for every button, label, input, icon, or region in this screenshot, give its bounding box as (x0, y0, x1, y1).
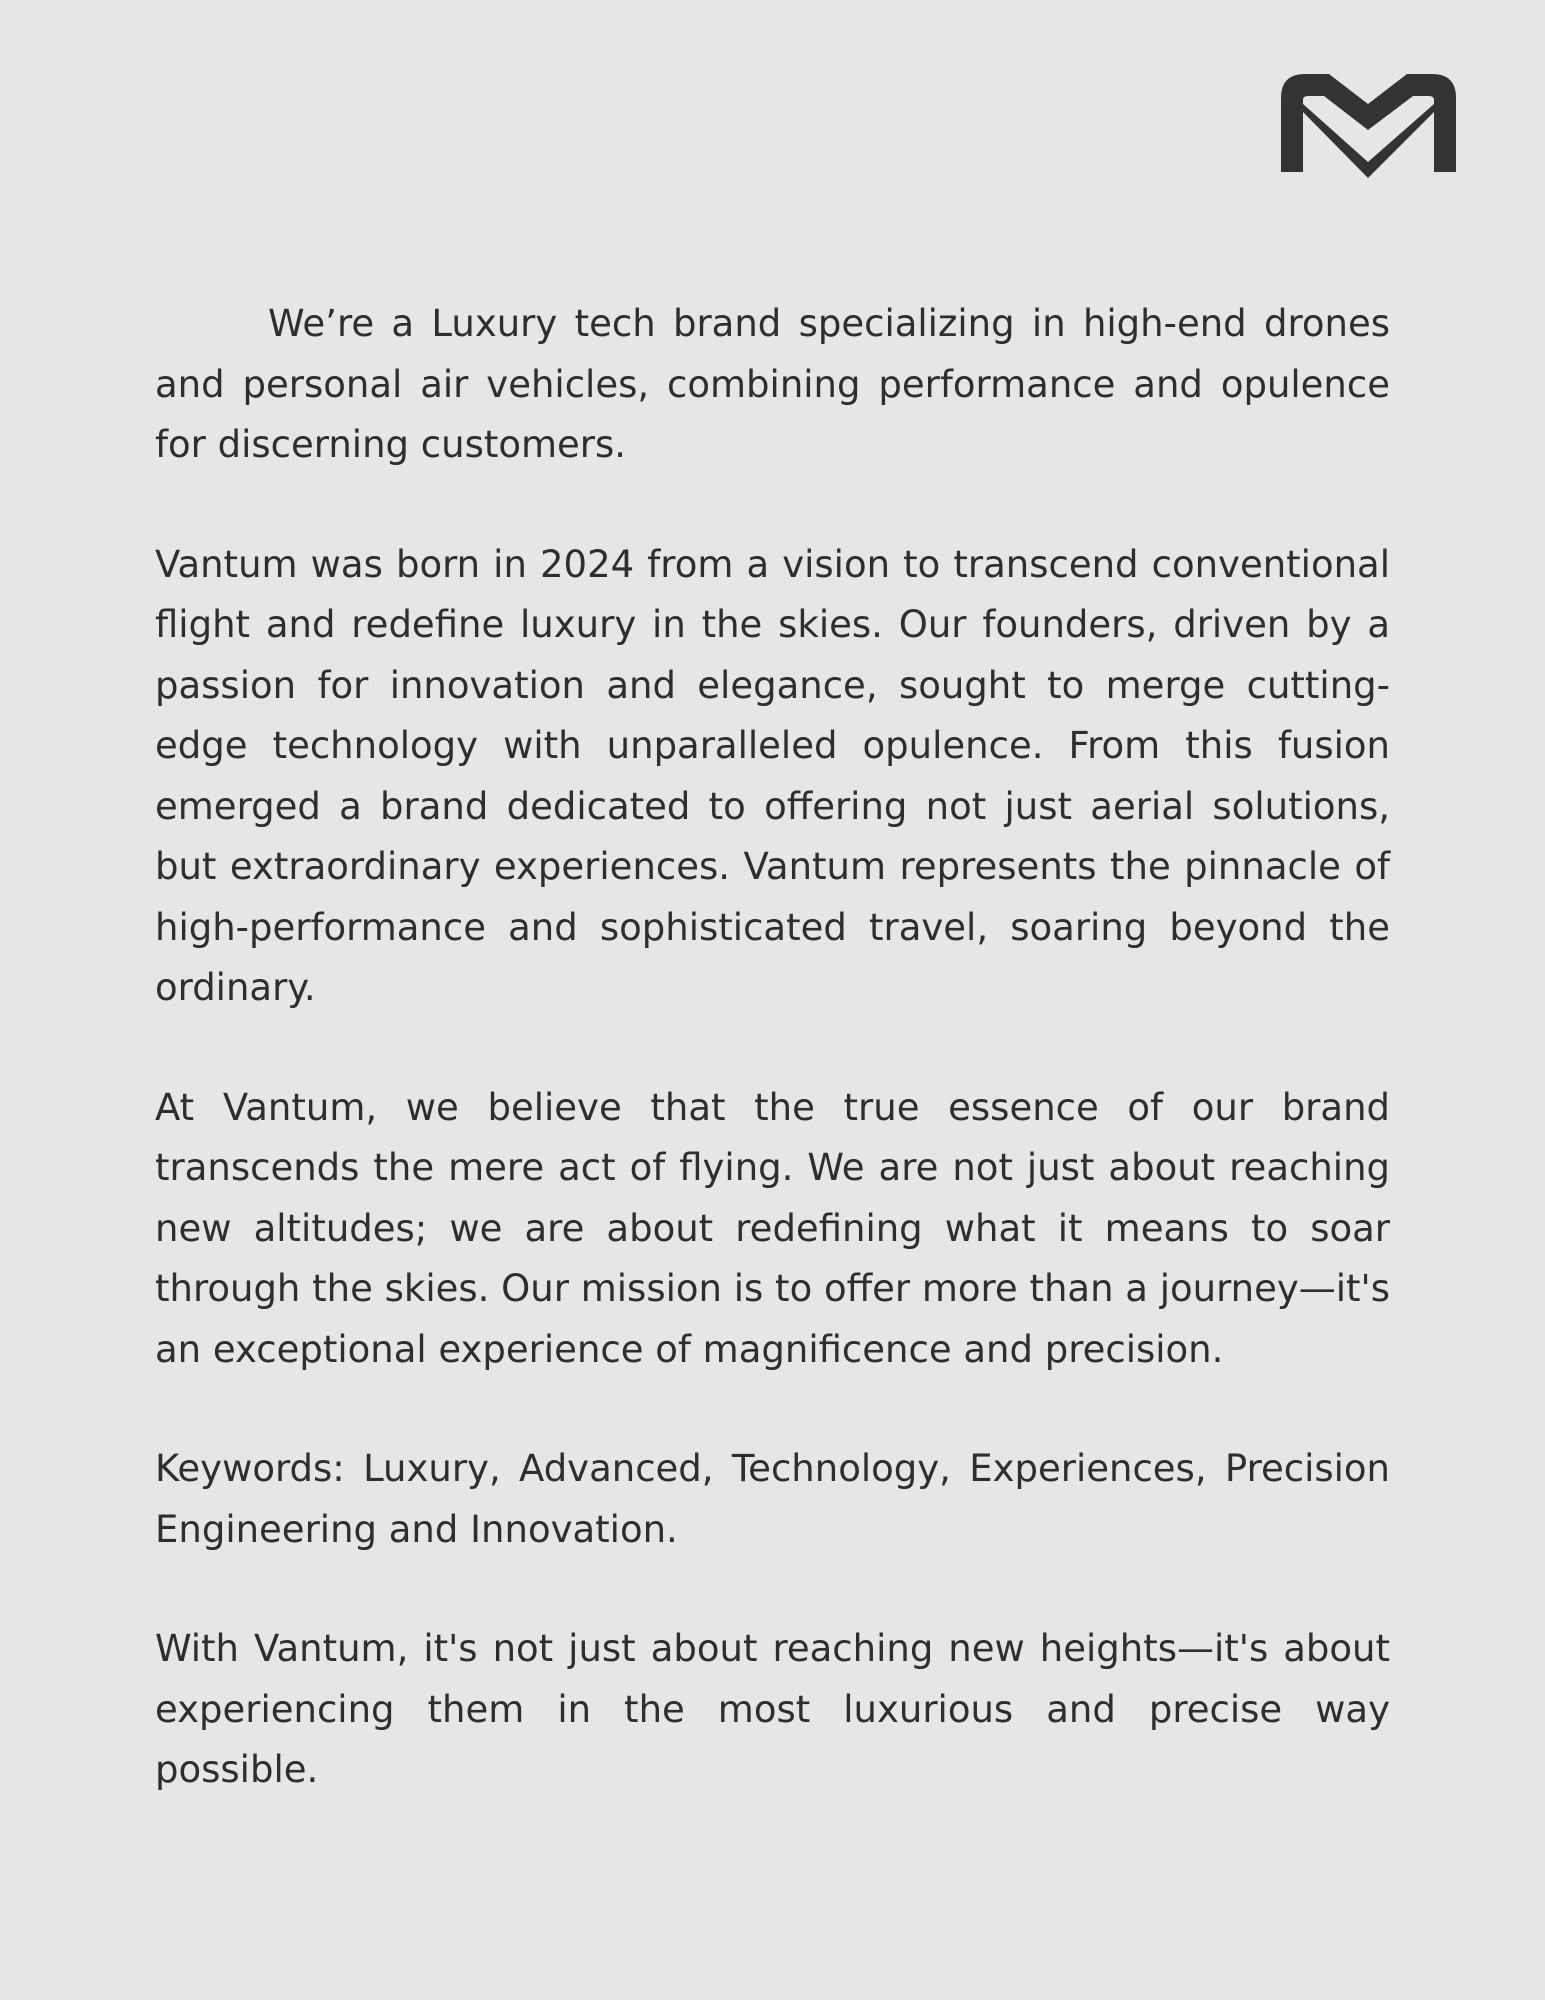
vantum-logo-icon (1281, 74, 1456, 190)
origin-paragraph: Vantum was born in 2024 from a vision to transcend conventional flight and redefine luxury in the skies. Our founders, driven by a passion for innovation and elegance, sought to merge cutting-edge technology with unparalleled opulence. From this fusion emerged a brand dedicated to offering not just aerial solutions, but extraordinary experiences. Vantum represents the pinnacle of high-performance and sophisticated travel, soaring beyond the ordinary. (155, 542, 1390, 1009)
mission-paragraph: At Vantum, we believe that the true essence of our brand transcends the mere act of flying. We are not just about reaching new altitudes; we are about redefining what it means to soar through the skies. Our mission is to offer more than a journey—it's an exceptional experience of magnificence and precision. (155, 1085, 1390, 1371)
keywords-paragraph: Keywords: Luxury, Advanced, Technology, Experiences, Precision Engineering and Innovation. (155, 1447, 1390, 1551)
document-body (155, 294, 1390, 1860)
closing-paragraph: With Vantum, it's not just about reaching new heights—it's about experiencing them in the most luxurious and precise way possible. (155, 1627, 1390, 1791)
intro-paragraph: We’re a Luxury tech brand specializing in high-end drones and personal air vehicles, combining performance and opulence for discerning customers. (155, 302, 1390, 466)
